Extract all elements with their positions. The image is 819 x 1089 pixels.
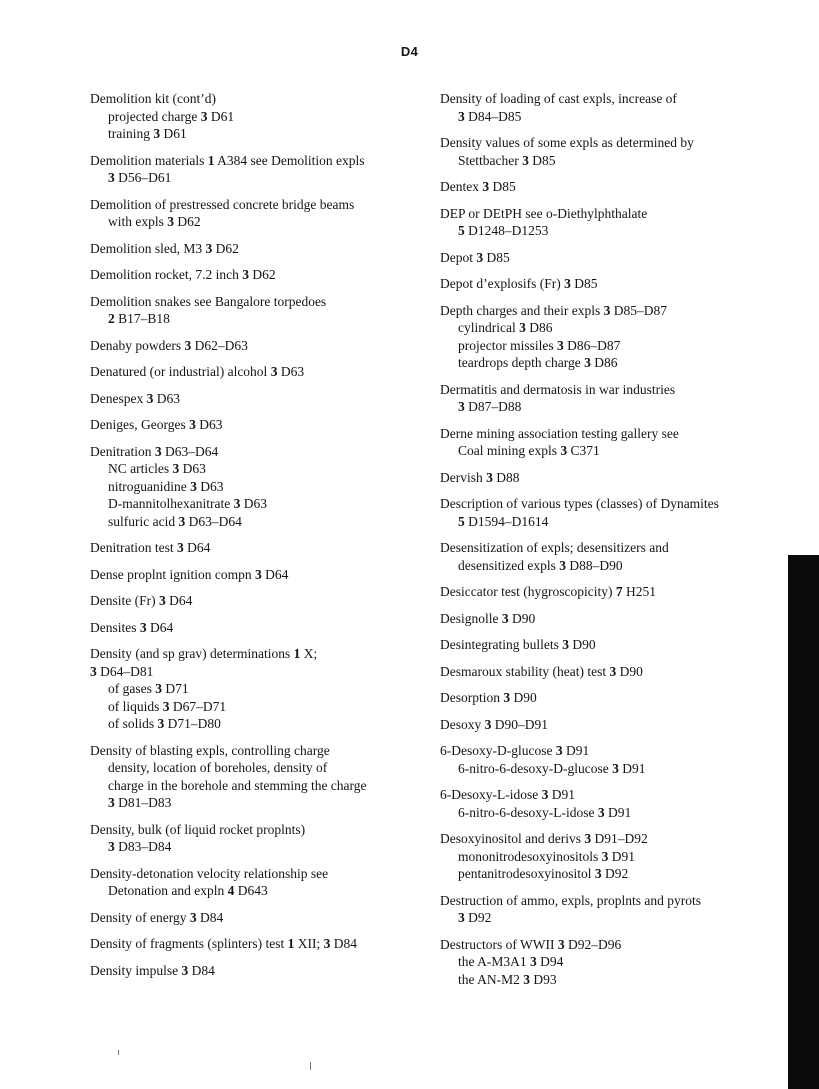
- entry-heading: Demolition kit (cont’d): [90, 91, 216, 106]
- index-entry: [90, 742, 420, 812]
- index-entry: [90, 909, 420, 927]
- entry-heading: Designolle 3 D90: [440, 610, 536, 626]
- entry-heading: Description of various types (classes) of Dynamites: [440, 496, 719, 511]
- entry-continuation: 3 D64–D81: [90, 663, 154, 679]
- index-entry: [90, 240, 420, 258]
- entry-heading: Depot d’explosifs (Fr) 3 D85: [440, 276, 598, 291]
- entry-subheading: mononitrodesoxyinositols 3 D91: [458, 848, 636, 864]
- entry-subheading: 6-nitro-6-desoxy-D-glucose 3 D91: [458, 760, 646, 776]
- index-entry: [90, 865, 420, 900]
- index-entry: [440, 469, 780, 487]
- entry-continuation: 5 D1248–D1253: [458, 223, 549, 238]
- entry-subheading: nitroguanidine 3 D63: [108, 478, 224, 494]
- entry-heading: Deniges, Georges 3 D63: [90, 417, 223, 432]
- entry-heading: Density, bulk (of liquid rocket proplnts): [90, 821, 306, 837]
- index-entry: [440, 936, 780, 989]
- index-entry: [440, 275, 780, 293]
- index-entry: [440, 786, 780, 821]
- index-entry: [440, 178, 780, 196]
- entry-heading: Depth charges and their expls 3 D85–D87: [440, 302, 667, 318]
- entry-heading: Denespex 3 D63: [90, 390, 180, 406]
- entry-heading: Destructors of WWII 3 D92–D96: [440, 936, 622, 952]
- index-entry: [440, 636, 780, 654]
- page-header: D4: [400, 44, 419, 59]
- entry-heading: Desoxyinositol and derivs 3 D91–D92: [440, 831, 648, 846]
- entry-subheading: pentanitrodesoxyinositol 3 D92: [458, 866, 629, 881]
- index-entry: [90, 592, 420, 610]
- scan-edge-shadow: [788, 555, 819, 1089]
- entry-heading: Denaby powders 3 D62–D63: [90, 337, 248, 353]
- scan-speck: [310, 1062, 311, 1070]
- entry-heading: Desorption 3 D90: [440, 690, 537, 705]
- entry-continuation: Detonation and expln 4 D643: [108, 883, 268, 898]
- entry-continuation: 3 D84–D85: [458, 108, 522, 124]
- entry-heading: Destruction of ammo, expls, proplnts and pyrots: [440, 892, 701, 908]
- entry-heading: Density-detonation velocity relationship see: [90, 865, 329, 881]
- entry-heading: 6-Desoxy-D-glucose 3 D91: [440, 743, 590, 758]
- entry-subheading: of solids 3 D71–D80: [108, 716, 221, 731]
- index-entry: [90, 196, 420, 231]
- index-entry: [440, 742, 780, 777]
- entry-heading: Derne mining association testing gallery see: [440, 425, 679, 441]
- entry-continuation: desensitized expls 3 D88–D90: [458, 557, 623, 573]
- index-entry: [90, 619, 420, 637]
- index-entry: [440, 381, 780, 416]
- index-entry: [440, 663, 780, 681]
- entry-heading: 6-Desoxy-L-idose 3 D91: [440, 787, 575, 802]
- index-entry: [90, 152, 420, 187]
- index-column-right: [440, 90, 780, 997]
- index-entry: [90, 293, 420, 328]
- entry-heading: Desintegrating bullets 3 D90: [440, 637, 596, 652]
- index-entry: [440, 134, 780, 169]
- entry-subheading: NC articles 3 D63: [108, 461, 206, 476]
- index-entry: [90, 443, 420, 531]
- entry-heading: Densites 3 D64: [90, 619, 174, 635]
- entry-subheading: cylindrical 3 D86: [458, 320, 553, 335]
- entry-heading: Denitration 3 D63–D64: [90, 443, 219, 459]
- index-entry: [440, 583, 780, 601]
- entry-heading: Dense proplnt ignition compn 3 D64: [90, 566, 289, 582]
- entry-heading: Desmaroux stability (heat) test 3 D90: [440, 663, 643, 679]
- entry-continuation: 3 D81–D83: [108, 795, 172, 810]
- entry-heading: Denatured (or industrial) alcohol 3 D63: [90, 364, 305, 379]
- index-entry: [90, 390, 420, 408]
- index-entry: [440, 495, 780, 530]
- entry-heading: Demolition snakes see Bangalore torpedoes: [90, 293, 327, 309]
- entry-heading: Densite (Fr) 3 D64: [90, 593, 193, 608]
- entry-subheading: of gases 3 D71: [108, 681, 189, 696]
- entry-heading: Demolition materials 1 A384 see Demolition expls: [90, 152, 365, 168]
- entry-heading: Density of blasting expls, controlling charge: [90, 742, 330, 758]
- entry-continuation: Coal mining expls 3 C371: [458, 443, 600, 458]
- entry-heading: Density of fragments (splinters) test 1 XII; 3 D84: [90, 936, 357, 951]
- index-entry: [90, 539, 420, 557]
- entry-heading: Desoxy 3 D90–D91: [440, 716, 548, 732]
- index-entry: [90, 566, 420, 584]
- entry-subheading: D-mannitolhexanitrate 3 D63: [108, 496, 267, 511]
- entry-heading: Demolition rocket, 7.2 inch 3 D62: [90, 267, 276, 282]
- entry-continuation: Stettbacher 3 D85: [458, 152, 556, 168]
- entry-heading: Desiccator test (hygroscopicity) 7 H251: [440, 584, 656, 599]
- entry-heading: Density of loading of cast expls, increase of: [440, 91, 677, 106]
- entry-heading: Density impulse 3 D84: [90, 962, 215, 978]
- entry-heading: Denitration test 3 D64: [90, 540, 211, 555]
- entry-continuation: 5 D1594–D1614: [458, 513, 549, 529]
- entry-subheading: 6-nitro-6-desoxy-L-idose 3 D91: [458, 804, 632, 820]
- index-entry: [440, 425, 780, 460]
- index-entry: [440, 302, 780, 372]
- entry-subheading: sulfuric acid 3 D63–D64: [108, 513, 242, 529]
- entry-heading: Depot 3 D85: [440, 249, 510, 265]
- entry-subheading: of liquids 3 D67–D71: [108, 698, 227, 714]
- index-column-left: [90, 90, 420, 988]
- index-entry: [90, 266, 420, 284]
- entry-heading: Density (and sp grav) determinations 1 X;: [90, 646, 318, 661]
- entry-subheading: the A-M3A1 3 D94: [458, 954, 564, 969]
- index-entry: [440, 610, 780, 628]
- index-entry: [90, 821, 420, 856]
- entry-continuation: with expls 3 D62: [108, 214, 201, 229]
- entry-continuation: 3 D87–D88: [458, 399, 522, 414]
- entry-heading: Dervish 3 D88: [440, 469, 520, 485]
- entry-subheading: the AN-M2 3 D93: [458, 971, 557, 987]
- index-entry: [440, 892, 780, 927]
- index-entry: [90, 363, 420, 381]
- index-entry: [440, 689, 780, 707]
- index-entry: [440, 830, 780, 883]
- entry-continuation: 3 D56–D61: [108, 170, 172, 185]
- entry-heading: Demolition sled, M3 3 D62: [90, 240, 239, 256]
- entry-heading: Demolition of prestressed concrete bridge beams: [90, 196, 355, 212]
- scan-speck: [118, 1050, 119, 1055]
- index-entry: [90, 962, 420, 980]
- entry-continuation: 3 D83–D84: [108, 839, 172, 854]
- entry-continuation: density, location of boreholes, density of: [108, 760, 328, 775]
- index-entry: [90, 416, 420, 434]
- entry-heading: DEP or DEtPH see o-Diethylphthalate: [440, 205, 648, 221]
- index-entry: [90, 645, 420, 733]
- entry-subheading: projector missiles 3 D86–D87: [458, 337, 621, 353]
- index-entry: [440, 249, 780, 267]
- entry-continuation: 3 D92: [458, 910, 492, 925]
- entry-heading: Density values of some expls as determined by: [440, 135, 694, 150]
- index-entry: [440, 716, 780, 734]
- index-entry: [90, 90, 420, 143]
- index-entry: [440, 539, 780, 574]
- entry-heading: Density of energy 3 D84: [90, 909, 224, 925]
- index-entry: [440, 90, 780, 125]
- entry-heading: Dermatitis and dermatosis in war industries: [440, 381, 676, 397]
- entry-continuation: charge in the borehole and stemming the charge: [108, 777, 367, 793]
- entry-subheading: teardrops depth charge 3 D86: [458, 355, 618, 370]
- entry-heading: Dentex 3 D85: [440, 179, 516, 194]
- index-entry: [90, 935, 420, 953]
- index-entry: [90, 337, 420, 355]
- entry-subheading: training 3 D61: [108, 126, 187, 141]
- entry-subheading: projected charge 3 D61: [108, 108, 235, 124]
- entry-heading: Desensitization of expls; desensitizers and: [440, 540, 669, 555]
- entry-continuation: 2 B17–B18: [108, 311, 170, 326]
- index-entry: [440, 205, 780, 240]
